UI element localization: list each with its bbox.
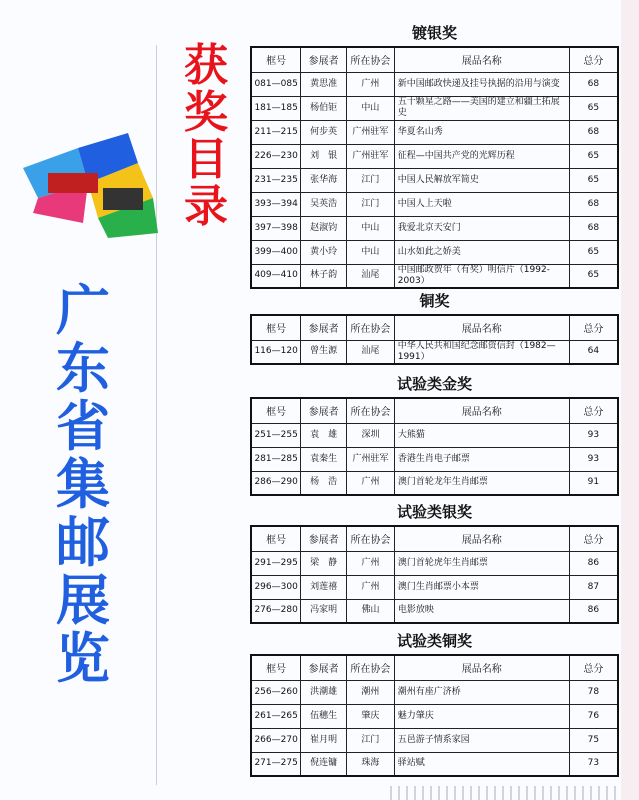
table-cell: 65 — [569, 168, 618, 192]
column-header: 框号 — [251, 47, 301, 72]
table-cell: 电影放映 — [394, 599, 569, 623]
table-header — [251, 315, 618, 340]
table-cell: 296—300 — [251, 575, 301, 599]
table-cell: 吴英浩 — [301, 192, 347, 216]
table-cell: 116—120 — [251, 340, 301, 364]
table-row — [251, 340, 618, 364]
exhibition-logo — [18, 128, 163, 243]
table-cell: 中山 — [347, 240, 395, 264]
section-title: 试验类铜奖 — [396, 632, 472, 650]
column-header: 参展者 — [301, 47, 347, 72]
table-row — [251, 192, 618, 216]
table-cell: 江门 — [347, 728, 395, 752]
award-section — [250, 503, 619, 624]
table-cell: 大熊猫 — [394, 423, 569, 447]
column-header: 参展者 — [301, 398, 347, 423]
table-cell: 何步英 — [301, 120, 347, 144]
section-title: 铜奖 — [419, 292, 450, 310]
column-header: 展品名称 — [394, 315, 569, 340]
column-header: 展品名称 — [394, 398, 569, 423]
table-cell: 五十颗星之路——美国的建立和疆土拓展史 — [394, 96, 569, 120]
table-cell: 我爱北京天安门 — [394, 216, 569, 240]
table-cell: 香港生肖电子邮票 — [394, 447, 569, 471]
table-cell: 征程—中国共产党的光辉历程 — [394, 144, 569, 168]
page-edge — [621, 0, 639, 800]
table-cell: 中国人民解放军简史 — [394, 168, 569, 192]
table-cell: 86 — [569, 551, 618, 575]
table-cell: 68 — [569, 120, 618, 144]
table-cell: 江门 — [347, 192, 395, 216]
table-cell: 深圳 — [347, 423, 395, 447]
section-title: 镀银奖 — [411, 24, 457, 42]
column-header: 展品名称 — [394, 47, 569, 72]
table-cell: 226—230 — [251, 144, 301, 168]
table-cell: 曾生源 — [301, 340, 347, 364]
table-cell: 266—270 — [251, 728, 301, 752]
table-cell: 澳门首轮虎年生肖邮票 — [394, 551, 569, 575]
table-row — [251, 144, 618, 168]
table-cell: 刘莲禧 — [301, 575, 347, 599]
award-list-title: 获奖目录 — [184, 40, 228, 232]
table-cell: 江门 — [347, 168, 395, 192]
table-cell: 65 — [569, 96, 618, 120]
table-row — [251, 120, 618, 144]
table-row — [251, 752, 618, 776]
table-cell: 广州驻军 — [347, 447, 395, 471]
column-header: 所在协会 — [347, 315, 395, 340]
table-cell: 倪连镛 — [301, 752, 347, 776]
table-cell: 广州 — [347, 72, 395, 96]
table-cell: 中山 — [347, 96, 395, 120]
column-header: 总分 — [569, 526, 618, 551]
table-row — [251, 471, 618, 495]
table-cell: 73 — [569, 752, 618, 776]
building-decoration — [390, 786, 620, 800]
column-header: 总分 — [569, 655, 618, 680]
column-header: 所在协会 — [347, 398, 395, 423]
table-cell: 佛山 — [347, 599, 395, 623]
column-header: 展品名称 — [394, 526, 569, 551]
table-cell: 中国人上天啦 — [394, 192, 569, 216]
column-header: 展品名称 — [394, 655, 569, 680]
column-header: 所在协会 — [347, 526, 395, 551]
table-cell: 91 — [569, 471, 618, 495]
table-cell: 林子韵 — [301, 264, 347, 288]
table-cell: 澳门生肖邮票小本票 — [394, 575, 569, 599]
table-row — [251, 575, 618, 599]
table-header — [251, 526, 618, 551]
table-cell: 汕尾 — [347, 340, 395, 364]
table-cell: 75 — [569, 728, 618, 752]
award-table — [250, 46, 619, 289]
table-cell: 中国邮政贺年（有奖）明信片（1992-2003） — [394, 264, 569, 288]
table-cell: 181—185 — [251, 96, 301, 120]
table-cell: 汕尾 — [347, 264, 395, 288]
table-cell: 刘 银 — [301, 144, 347, 168]
column-header: 总分 — [569, 47, 618, 72]
column-header: 总分 — [569, 315, 618, 340]
table-row — [251, 72, 618, 96]
table-row — [251, 264, 618, 288]
table-cell: 231—235 — [251, 168, 301, 192]
table-cell: 梁 静 — [301, 551, 347, 575]
table-cell: 驿站赋 — [394, 752, 569, 776]
table-cell: 华夏名山秀 — [394, 120, 569, 144]
award-table — [250, 525, 619, 624]
table-cell: 271—275 — [251, 752, 301, 776]
table-cell: 409—410 — [251, 264, 301, 288]
table-cell: 中华人民共和国纪念邮资信封（1982—1991） — [394, 340, 569, 364]
award-table — [250, 314, 619, 365]
table-cell: 76 — [569, 704, 618, 728]
column-header: 总分 — [569, 398, 618, 423]
table-cell: 黄小玲 — [301, 240, 347, 264]
table-cell: 洪潮雄 — [301, 680, 347, 704]
table-cell: 魅力肇庆 — [394, 704, 569, 728]
exhibition-title: 广东省集邮展览 — [56, 279, 110, 690]
award-section — [250, 632, 619, 777]
table-cell: 肇庆 — [347, 704, 395, 728]
table-cell: 68 — [569, 192, 618, 216]
table-cell: 397—398 — [251, 216, 301, 240]
table-cell: 68 — [569, 72, 618, 96]
table-cell: 86 — [569, 599, 618, 623]
table-cell: 赵淑钧 — [301, 216, 347, 240]
table-row — [251, 240, 618, 264]
table-cell: 251—255 — [251, 423, 301, 447]
table-cell: 65 — [569, 144, 618, 168]
table-cell: 广州 — [347, 471, 395, 495]
table-cell: 中山 — [347, 216, 395, 240]
table-cell: 冯家明 — [301, 599, 347, 623]
table-cell: 399—400 — [251, 240, 301, 264]
table-cell: 新中国邮政快递及挂号执据的沿用与演变 — [394, 72, 569, 96]
table-cell: 潮州 — [347, 680, 395, 704]
table-header — [251, 655, 618, 680]
table-row — [251, 704, 618, 728]
column-header: 参展者 — [301, 315, 347, 340]
section-title: 试验类金奖 — [396, 375, 472, 393]
table-row — [251, 680, 618, 704]
table-row — [251, 168, 618, 192]
table-cell: 广州驻军 — [347, 120, 395, 144]
table-row — [251, 551, 618, 575]
table-cell: 276—280 — [251, 599, 301, 623]
table-cell: 张华海 — [301, 168, 347, 192]
table-cell: 广州 — [347, 575, 395, 599]
table-cell: 68 — [569, 216, 618, 240]
table-cell: 393—394 — [251, 192, 301, 216]
section-title: 试验类银奖 — [396, 503, 472, 521]
award-table — [250, 397, 619, 496]
award-section — [250, 292, 619, 365]
column-header: 框号 — [251, 526, 301, 551]
table-cell: 崔月明 — [301, 728, 347, 752]
table-cell: 广州驻军 — [347, 144, 395, 168]
table-cell: 杨 浩 — [301, 471, 347, 495]
column-header: 所在协会 — [347, 655, 395, 680]
column-header: 参展者 — [301, 526, 347, 551]
table-cell: 袁 雄 — [301, 423, 347, 447]
table-row — [251, 447, 618, 471]
table-cell: 256—260 — [251, 680, 301, 704]
table-cell: 五邑游子情系家园 — [394, 728, 569, 752]
table-header — [251, 398, 618, 423]
column-header: 框号 — [251, 655, 301, 680]
table-cell: 袁秦生 — [301, 447, 347, 471]
table-cell: 黄思准 — [301, 72, 347, 96]
table-cell: 65 — [569, 264, 618, 288]
table-row — [251, 599, 618, 623]
column-header: 参展者 — [301, 655, 347, 680]
table-cell: 286—290 — [251, 471, 301, 495]
table-cell: 澳门首轮龙年生肖邮票 — [394, 471, 569, 495]
table-row — [251, 216, 618, 240]
table-cell: 伍穗生 — [301, 704, 347, 728]
table-cell: 64 — [569, 340, 618, 364]
table-cell: 65 — [569, 240, 618, 264]
table-header — [251, 47, 618, 72]
table-cell: 211—215 — [251, 120, 301, 144]
award-section — [250, 375, 619, 496]
table-cell: 081—085 — [251, 72, 301, 96]
table-cell: 93 — [569, 447, 618, 471]
table-cell: 291—295 — [251, 551, 301, 575]
column-header: 框号 — [251, 315, 301, 340]
table-row — [251, 728, 618, 752]
table-cell: 87 — [569, 575, 618, 599]
table-cell: 山水如此之娇美 — [394, 240, 569, 264]
award-section — [250, 24, 619, 289]
column-header: 框号 — [251, 398, 301, 423]
table-cell: 93 — [569, 423, 618, 447]
table-cell: 广州 — [347, 551, 395, 575]
table-cell: 78 — [569, 680, 618, 704]
table-cell: 261—265 — [251, 704, 301, 728]
table-cell: 潮州有座广济桥 — [394, 680, 569, 704]
award-table — [250, 654, 619, 777]
column-header: 所在协会 — [347, 47, 395, 72]
table-row — [251, 96, 618, 120]
table-row — [251, 423, 618, 447]
table-cell: 珠海 — [347, 752, 395, 776]
table-cell: 杨伯钜 — [301, 96, 347, 120]
table-cell: 281—285 — [251, 447, 301, 471]
